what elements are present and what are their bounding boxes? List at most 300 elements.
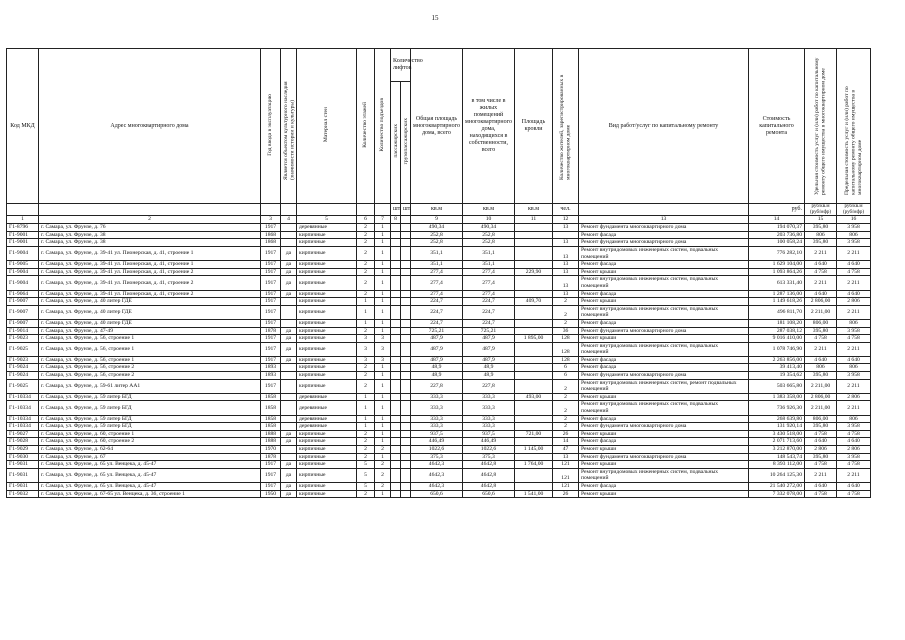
cell-max-cost: 2 806 — [837, 298, 871, 306]
cell-owned-area: 375,3 — [463, 453, 515, 461]
cell-year: 1893 — [261, 364, 281, 372]
cell-roof-area — [515, 372, 553, 380]
cell-lifts-passenger — [391, 393, 401, 401]
cell-work-type: Ремонт внутридомовых инженерных систем, подвальных помещений — [579, 468, 749, 482]
cell-max-cost: 4 640 — [837, 261, 871, 269]
cell-year: 1917 — [261, 246, 281, 260]
cell-total-area: 4642,3 — [411, 461, 463, 469]
cell-address: г. Самара, ул. Фрунзе, д. 67 — [39, 453, 261, 461]
cell-total-area: 333,3 — [411, 423, 463, 431]
cell-floors: 2 — [357, 276, 375, 290]
cell-lifts-cargo — [401, 415, 411, 423]
cell-total-area: 351,1 — [411, 261, 463, 269]
cell-material: кирпичные — [297, 327, 357, 335]
cell-max-cost: 2 211 — [837, 379, 871, 393]
cell-cost: 2 071 713,60 — [749, 438, 805, 446]
cell-lifts-cargo — [401, 461, 411, 469]
header-max-cost: Предельная стоимость услуг и (или) работ по капитальному ремонту общего имущества в многоквартирном доме — [837, 49, 871, 204]
cell-lifts-cargo — [401, 239, 411, 247]
cell-year: 1917 — [261, 379, 281, 393]
cell-total-area: 277,4 — [411, 290, 463, 298]
cell-year: 1858 — [261, 415, 281, 423]
table-row — [7, 461, 871, 469]
cell-address: г. Самара, ул. Фрунзе, д. 39-41 ул. Пионерская, д. 41, строение 2 — [39, 290, 261, 298]
cell-material: деревянные — [297, 423, 357, 431]
cell-owned-area: 725,21 — [463, 327, 515, 335]
cell-address: г. Самара, ул. Фрунзе, д. 60, строение 2 — [39, 438, 261, 446]
cell-owned-area: 351,1 — [463, 246, 515, 260]
cell-lifts-passenger — [391, 246, 401, 260]
cell-floors: 1 — [357, 298, 375, 306]
cell-material: деревянные — [297, 401, 357, 415]
cell-address: г. Самара, ул. Фрунзе, д. 40 литер ГДЕ — [39, 319, 261, 327]
cell-material: кирпичные — [297, 468, 357, 482]
cell-heritage — [281, 364, 297, 372]
cell-material: кирпичные — [297, 490, 357, 498]
cell-lifts-cargo — [401, 276, 411, 290]
cell-address: г. Самара, ул. Фрунзе, д. 40 литер ГДЕ — [39, 298, 261, 306]
cell-year: 1917 — [261, 298, 281, 306]
cell-year: 1858 — [261, 423, 281, 431]
cell-entrances: 1 — [375, 224, 391, 232]
cell-entrances: 1 — [375, 276, 391, 290]
cell-floors: 5 — [357, 482, 375, 490]
cell-heritage — [281, 401, 297, 415]
cell-work-type: Ремонт фасада — [579, 319, 749, 327]
cell-lifts-cargo — [401, 335, 411, 343]
cell-heritage: да — [281, 327, 297, 335]
cell-entrances: 1 — [375, 231, 391, 239]
cell-heritage — [281, 415, 297, 423]
cell-address: г. Самара, ул. Фрунзе, д. 56, строение 1 — [39, 335, 261, 343]
cell-max-cost: 4 758 — [837, 461, 871, 469]
cell-work-type: Ремонт фундамента многоквартирного дома — [579, 453, 749, 461]
cell-roof-area — [515, 246, 553, 260]
cell-lifts-passenger — [391, 423, 401, 431]
cell-roof-area — [515, 319, 553, 327]
cell-material: кирпичные — [297, 261, 357, 269]
cell-year: 1858 — [261, 401, 281, 415]
cell-unit-cost: 806,00 — [805, 319, 837, 327]
cell-heritage — [281, 231, 297, 239]
cell-address: г. Самара, ул. Фрунзе, д. 65 ул. Венцека, д. 45-47 — [39, 468, 261, 482]
cell-total-area: 4642,3 — [411, 468, 463, 482]
cell-roof-area: 721,00 — [515, 430, 553, 438]
cell-residents: 26 — [553, 430, 579, 438]
cell-material: кирпичные — [297, 364, 357, 372]
cell-entrances: 1 — [375, 393, 391, 401]
cell-lifts-passenger — [391, 468, 401, 482]
cell-owned-area: 937,5 — [463, 430, 515, 438]
cell-heritage — [281, 446, 297, 454]
cell-year: 1970 — [261, 446, 281, 454]
cell-floors: 3 — [357, 342, 375, 356]
cell-roof-area — [515, 231, 553, 239]
cell-lifts-passenger — [391, 379, 401, 393]
cell-entrances: 1 — [375, 379, 391, 393]
col-num: 12 — [553, 216, 579, 224]
cell-entrances: 2 — [375, 482, 391, 490]
cell-residents: 2 — [553, 379, 579, 393]
cell-owned-area: 277,4 — [463, 268, 515, 276]
cell-heritage: да — [281, 468, 297, 482]
cell-unit-cost: 4 758 — [805, 268, 837, 276]
cell-heritage — [281, 379, 297, 393]
cell-material: кирпичные — [297, 446, 357, 454]
cell-address: г. Самара, ул. Фрунзе, д. 60, строение 1 — [39, 430, 261, 438]
unit-sqm-1: кв.м — [411, 204, 463, 216]
cell-total-area: 48,9 — [411, 372, 463, 380]
cell-cost: 181 108,20 — [749, 319, 805, 327]
cell-heritage — [281, 305, 297, 319]
cell-heritage: да — [281, 482, 297, 490]
cell-lifts-passenger — [391, 224, 401, 232]
cell-unit-cost: 4 758 — [805, 461, 837, 469]
cell-work-type: Ремонт фундамента многоквартирного дома — [579, 327, 749, 335]
cell-material: кирпичные — [297, 482, 357, 490]
cell-owned-area: 351,1 — [463, 261, 515, 269]
cell-max-cost: 2 211 — [837, 246, 871, 260]
unit-pcs-2: шт. — [401, 204, 411, 216]
cell-year: 1917 — [261, 468, 281, 482]
cell-lifts-cargo — [401, 290, 411, 298]
cell-residents: 6 — [553, 372, 579, 380]
cell-max-cost: 2 211 — [837, 276, 871, 290]
cell-roof-area — [515, 379, 553, 393]
cell-lifts-cargo — [401, 446, 411, 454]
cell-material: кирпичные — [297, 438, 357, 446]
unit-sqm-3: кв.м — [515, 204, 553, 216]
cell-total-area: 1022,6 — [411, 446, 463, 454]
page-number: 15 — [431, 14, 439, 22]
cell-max-cost: 2 211 — [837, 305, 871, 319]
cell-heritage: да — [281, 335, 297, 343]
cell-code: Г1-9031 — [7, 482, 39, 490]
cell-floors: 1 — [357, 305, 375, 319]
cell-floors: 1 — [357, 319, 375, 327]
header-unit-cost: Удельная стоимость услуг и (или) работ по капитальному ремонту общего имущества в многоквартирном доме — [805, 49, 837, 204]
cell-lifts-passenger — [391, 327, 401, 335]
cell-residents: 121 — [553, 461, 579, 469]
cell-owned-area: 277,4 — [463, 276, 515, 290]
cell-work-type: Ремонт внутридомовых инженерных систем, подвальных помещений — [579, 276, 749, 290]
cell-roof-area — [515, 364, 553, 372]
cell-code: Г1-8796 — [7, 224, 39, 232]
cell-material: кирпичные — [297, 231, 357, 239]
cell-heritage: да — [281, 490, 297, 498]
cell-heritage — [281, 393, 297, 401]
unit-rub-sqm-2: руб/кв.м (руб/мфр) — [837, 204, 871, 216]
cell-work-type: Ремонт фасада — [579, 415, 749, 423]
cell-residents: 13 — [553, 239, 579, 247]
cell-cost: 194 070,37 — [749, 224, 805, 232]
cell-residents: 13 — [553, 290, 579, 298]
cell-code: Г1-10334 — [7, 423, 39, 431]
cell-year: 1917 — [261, 261, 281, 269]
cell-max-cost: 3 958 — [837, 224, 871, 232]
cell-total-area: 224,7 — [411, 319, 463, 327]
cell-code: Г1-9007 — [7, 305, 39, 319]
cell-work-type: Ремонт внутридомовых инженерных систем, подвальных помещений — [579, 342, 749, 356]
cell-owned-area: 224,7 — [463, 319, 515, 327]
unit-sqm-2: кв.м — [463, 204, 515, 216]
col-num — [401, 216, 411, 224]
col-num: 8 — [391, 216, 401, 224]
cell-roof-area: 1 764,00 — [515, 461, 553, 469]
cell-work-type: Ремонт фасада — [579, 261, 749, 269]
cell-year: 1868 — [261, 231, 281, 239]
table-row — [7, 482, 871, 490]
cell-owned-area: 252,8 — [463, 231, 515, 239]
cell-year: 1888 — [261, 430, 281, 438]
cell-roof-area — [515, 305, 553, 319]
cell-lifts-passenger — [391, 319, 401, 327]
cell-unit-cost: 395,80 — [805, 372, 837, 380]
cell-floors: 2 — [357, 290, 375, 298]
cell-heritage: да — [281, 290, 297, 298]
cell-code: Г1-9024 — [7, 372, 39, 380]
cell-unit-cost: 2 211 — [805, 342, 837, 356]
cell-year: 1858 — [261, 393, 281, 401]
cell-code: Г1-9032 — [7, 490, 39, 498]
cell-owned-area: 277,4 — [463, 290, 515, 298]
cell-work-type: Ремонт крыши — [579, 393, 749, 401]
cell-code: Г1-10334 — [7, 401, 39, 415]
cell-cost: 131 920,14 — [749, 423, 805, 431]
cell-max-cost: 806 — [837, 364, 871, 372]
col-num: 9 — [411, 216, 463, 224]
cell-floors: 2 — [357, 246, 375, 260]
cell-total-area: 650,6 — [411, 490, 463, 498]
cell-cost: 1 078 746,90 — [749, 342, 805, 356]
cell-floors: 1 — [357, 401, 375, 415]
cell-unit-cost: 4 640 — [805, 290, 837, 298]
cell-unit-cost: 2 211,00 — [805, 401, 837, 415]
cell-code: Г1-9029 — [7, 446, 39, 454]
cell-residents: 128 — [553, 335, 579, 343]
cell-material: кирпичные — [297, 342, 357, 356]
cell-work-type: Ремонт фасада — [579, 482, 749, 490]
cell-unit-cost: 4 640 — [805, 482, 837, 490]
cell-cost: 9 016 410,00 — [749, 335, 805, 343]
cell-lifts-passenger — [391, 290, 401, 298]
table-row — [7, 276, 871, 290]
header-entrances: Количество подъездов — [375, 49, 391, 204]
cell-entrances: 1 — [375, 290, 391, 298]
cell-code: Г1-9001 — [7, 239, 39, 247]
table-header — [7, 49, 871, 224]
cell-cost: 268 639,80 — [749, 415, 805, 423]
cell-address: г. Самара, ул. Фрунзе, д. 65 ул. Венцека, д. 45-47 — [39, 482, 261, 490]
col-num: 7 — [375, 216, 391, 224]
cell-heritage: да — [281, 342, 297, 356]
cell-total-area: 487,9 — [411, 356, 463, 364]
cell-roof-area: 493,00 — [515, 393, 553, 401]
cell-code: Г1-9023 — [7, 335, 39, 343]
cell-year: 1917 — [261, 276, 281, 290]
cell-material: кирпичные — [297, 430, 357, 438]
header-address: Адрес многоквартирного дома — [39, 49, 261, 204]
cell-roof-area: 229,90 — [515, 268, 553, 276]
cell-cost: 21 540 272,00 — [749, 482, 805, 490]
unit-people: чел. — [553, 204, 579, 216]
cell-unit-cost: 2 211 — [805, 246, 837, 260]
cell-address: г. Самара, ул. Фрунзе, д. 59 литер БГД — [39, 423, 261, 431]
capital-repair-table — [6, 48, 871, 498]
header-lifts-passenger: пассажирских — [391, 82, 401, 204]
cell-address: г. Самара, ул. Фрунзе, д. 39-41 ул. Пионерская, д. 41, строение 2 — [39, 268, 261, 276]
cell-total-area: 333,3 — [411, 401, 463, 415]
table-row — [7, 401, 871, 415]
cell-heritage: да — [281, 268, 297, 276]
cell-total-area: 227,8 — [411, 379, 463, 393]
cell-work-type: Ремонт внутридомовых инженерных систем, ремонт подвальных помещений — [579, 379, 749, 393]
cell-code: Г1-9031 — [7, 461, 39, 469]
cell-lifts-passenger — [391, 490, 401, 498]
cell-roof-area: 1 895,00 — [515, 335, 553, 343]
cell-owned-area: 333,3 — [463, 393, 515, 401]
cell-lifts-passenger — [391, 356, 401, 364]
cell-residents: 128 — [553, 356, 579, 364]
cell-lifts-cargo — [401, 224, 411, 232]
cell-cost: 19 354,62 — [749, 372, 805, 380]
cell-code: Г1-9007 — [7, 319, 39, 327]
cell-unit-cost: 4 640 — [805, 438, 837, 446]
cell-year: 1878 — [261, 327, 281, 335]
cell-work-type: Ремонт фасада — [579, 364, 749, 372]
table-row — [7, 319, 871, 327]
cell-material: кирпичные — [297, 246, 357, 260]
cell-floors: 2 — [357, 239, 375, 247]
cell-unit-cost: 4 758 — [805, 335, 837, 343]
cell-roof-area — [515, 239, 553, 247]
cell-owned-area: 333,3 — [463, 415, 515, 423]
cell-unit-cost: 2 806,00 — [805, 298, 837, 306]
cell-max-cost: 4 758 — [837, 335, 871, 343]
cell-owned-area: 48,9 — [463, 364, 515, 372]
col-num: 13 — [579, 216, 749, 224]
cell-owned-area: 227,8 — [463, 379, 515, 393]
cell-heritage: да — [281, 246, 297, 260]
cell-entrances: 2 — [375, 446, 391, 454]
cell-entrances: 3 — [375, 342, 391, 356]
cell-max-cost: 806 — [837, 415, 871, 423]
cell-entrances: 1 — [375, 372, 391, 380]
cell-lifts-cargo — [401, 342, 411, 356]
cell-heritage — [281, 298, 297, 306]
cell-max-cost: 2 211 — [837, 342, 871, 356]
cell-lifts-passenger — [391, 401, 401, 415]
cell-floors: 3 — [357, 356, 375, 364]
table-row — [7, 239, 871, 247]
cell-unit-cost: 4 640 — [805, 356, 837, 364]
col-num: 16 — [837, 216, 871, 224]
cell-material: кирпичные — [297, 461, 357, 469]
cell-lifts-cargo — [401, 327, 411, 335]
cell-unit-cost: 806,00 — [805, 415, 837, 423]
cell-cost: 1 287 136,00 — [749, 290, 805, 298]
cell-total-area: 252,8 — [411, 239, 463, 247]
cell-floors: 1 — [357, 393, 375, 401]
table-row — [7, 446, 871, 454]
table-row — [7, 364, 871, 372]
cell-roof-area — [515, 423, 553, 431]
cell-cost: 736 926,30 — [749, 401, 805, 415]
cell-heritage — [281, 239, 297, 247]
cell-floors: 3 — [357, 335, 375, 343]
cell-max-cost: 3 958 — [837, 453, 871, 461]
cell-work-type: Ремонт крыши — [579, 335, 749, 343]
cell-material: деревянные — [297, 224, 357, 232]
col-num: 6 — [357, 216, 375, 224]
cell-work-type: Ремонт крыши — [579, 268, 749, 276]
cell-material: кирпичные — [297, 298, 357, 306]
cell-work-type: Ремонт фундамента многоквартирного дома — [579, 239, 749, 247]
cell-lifts-passenger — [391, 415, 401, 423]
cell-lifts-passenger — [391, 461, 401, 469]
cell-max-cost: 4 640 — [837, 482, 871, 490]
cell-unit-cost: 2 806,00 — [805, 393, 837, 401]
table-row — [7, 415, 871, 423]
cell-entrances: 3 — [375, 335, 391, 343]
header-cost: Стоимость капитального ремонта — [749, 49, 805, 204]
cell-max-cost: 3 958 — [837, 423, 871, 431]
table-row — [7, 372, 871, 380]
table-row — [7, 268, 871, 276]
cell-work-type: Ремонт фасада — [579, 438, 749, 446]
cell-total-area: 4642,3 — [411, 482, 463, 490]
cell-unit-cost: 4 640 — [805, 261, 837, 269]
cell-lifts-cargo — [401, 379, 411, 393]
cell-unit-cost: 4 758 — [805, 430, 837, 438]
col-num: 10 — [463, 216, 515, 224]
cell-code: Г1-9027 — [7, 430, 39, 438]
cell-unit-cost: 395,80 — [805, 239, 837, 247]
cell-unit-cost: 395,80 — [805, 453, 837, 461]
cell-code: Г1-10334 — [7, 415, 39, 423]
cell-code: Г1-9007 — [7, 298, 39, 306]
cell-entrances: 1 — [375, 453, 391, 461]
cell-address: г. Самара, ул. Фрунзе, д. 59 литер БГД — [39, 415, 261, 423]
cell-lifts-cargo — [401, 401, 411, 415]
cell-code: Г1-10334 — [7, 393, 39, 401]
cell-residents: 13 — [553, 246, 579, 260]
cell-total-area: 487,9 — [411, 342, 463, 356]
cell-entrances: 2 — [375, 468, 391, 482]
cell-lifts-passenger — [391, 276, 401, 290]
cell-material: кирпичные — [297, 379, 357, 393]
cell-residents — [553, 231, 579, 239]
cell-unit-cost: 806 — [805, 364, 837, 372]
cell-lifts-passenger — [391, 231, 401, 239]
cell-floors: 2 — [357, 268, 375, 276]
cell-work-type: Ремонт внутридомовых инженерных систем, подвальных помещений — [579, 246, 749, 260]
cell-cost: 8 393 112,00 — [749, 461, 805, 469]
cell-cost: 776 282,10 — [749, 246, 805, 260]
cell-owned-area: 224,7 — [463, 298, 515, 306]
table-row — [7, 430, 871, 438]
cell-entrances: 1 — [375, 490, 391, 498]
cell-max-cost: 2 211 — [837, 468, 871, 482]
cell-year: 1917 — [261, 319, 281, 327]
cell-cost: 1 629 104,00 — [749, 261, 805, 269]
cell-total-area: 446,49 — [411, 438, 463, 446]
header-floors: Количество этажей — [357, 49, 375, 204]
unit-rub-sqm-1: руб/кв.м (руб/мфр) — [805, 204, 837, 216]
cell-entrances: 1 — [375, 305, 391, 319]
cell-floors: 2 — [357, 372, 375, 380]
cell-entrances: 2 — [375, 461, 391, 469]
